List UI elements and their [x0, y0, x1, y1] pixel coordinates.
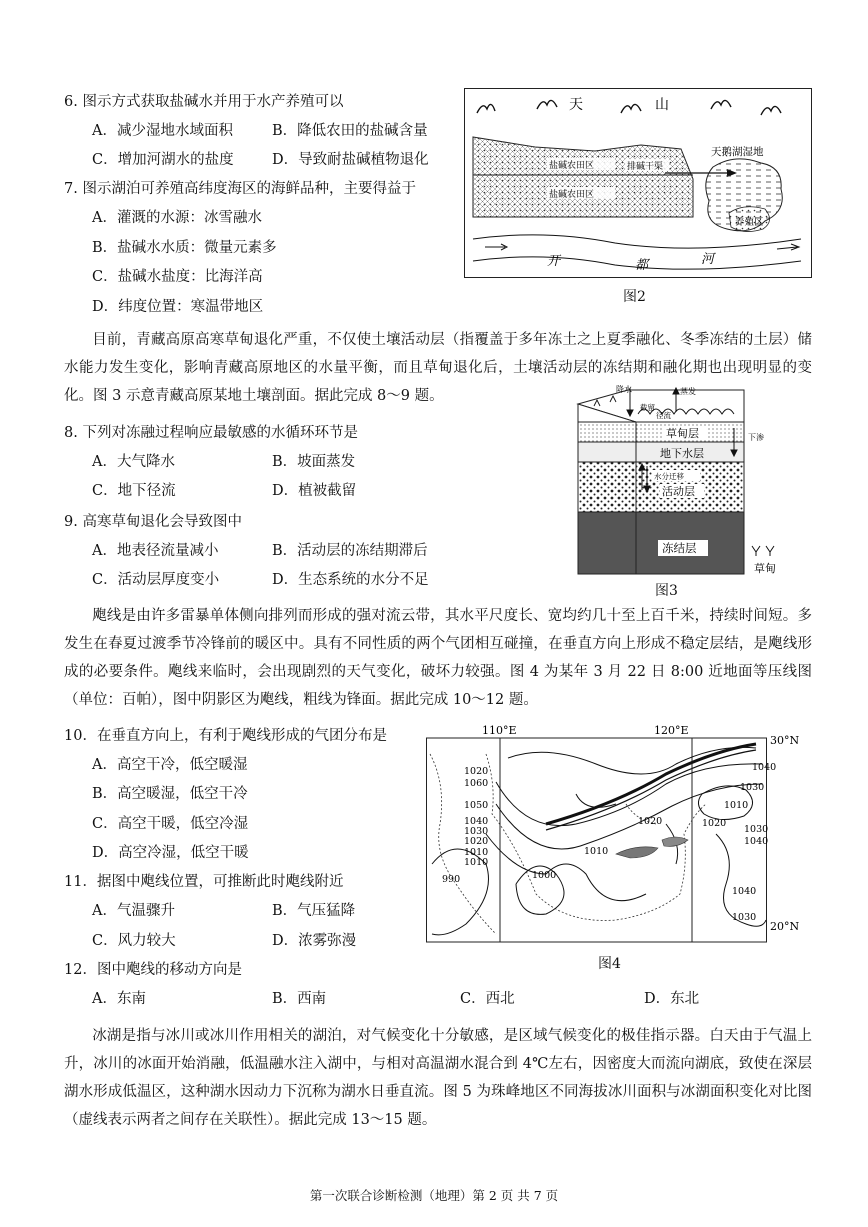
q9-option-c: C．活动层厚度变小: [92, 572, 220, 588]
q9-option-b: B．活动层的冻结期滞后: [272, 543, 428, 559]
label-shan: 山: [655, 97, 669, 113]
figure-4: [426, 724, 810, 946]
q10-option-c: C．高空干暖，低空冷湿: [92, 816, 249, 832]
label-legend-meadow: 草甸: [754, 562, 776, 575]
label-saline-2: 盐碱农田区: [549, 190, 595, 200]
q6-stem: 6. 图示方式获取盐碱水并用于水产养殖可以: [64, 94, 344, 110]
q11-option-b: B．气压猛降: [272, 903, 356, 919]
svg-text:1020: 1020: [702, 818, 727, 829]
q12-option-c: C．西北: [460, 991, 515, 1007]
q9-stem: 9. 高寒草甸退化会导致图中: [64, 514, 242, 530]
label-river-1: 开: [547, 254, 561, 269]
passage-10-12: 飑线是由许多雷暴单体侧向排列而形成的强对流云带，其水平尺度长、宽均约几十至上百千米，持续时间短。多发生在春夏过渡季节冷锋前的暖区中。具有不同性质的两个气团相互碰撞，在垂直方向上形成不稳定层结，是飑线形成的必要条件。飑线来临时，会出现剧烈的天气变化，破坏力较强。图 4 为某年 3 月 22 日 8:00 近地面等压线图（单位：百帕），图中阴影区为飑线，粗线为锋面。据此完成 10～12 题。: [64, 608, 812, 708]
svg-text:1040: 1040: [744, 836, 769, 847]
label-groundwater-layer: 地下水层: [660, 447, 704, 460]
q7-option-a: A．灌溉的水源：冰雪融水: [92, 210, 262, 226]
q8-option-b: B．坡面蒸发: [272, 454, 356, 470]
q6-option-a: A．减少湿地水域面积: [92, 123, 233, 139]
label-saline-1: 盐碱农田区: [549, 161, 595, 171]
q11-stem: 11．据图中飑线位置，可推断此时飑线附近: [64, 874, 344, 890]
q12-option-d: D．东北: [644, 991, 700, 1007]
label-20n: 20°N: [770, 920, 800, 933]
passage-8-9: 目前，青藏高原高寒草甸退化严重，不仅使土壤活动层（指覆盖于多年冻土之上夏季融化、冬季冻结的土层）储水能力发生变化，影响青藏高原地区的水量平衡，而且草甸退化后，土壤活动层的冻结期和融化期也出现明显的变化。图 3 示意青藏高原某地土壤剖面。据此完成 8～9 题。: [64, 332, 812, 404]
q8-option-a: A．大气降水: [92, 454, 175, 470]
q6-option-d: D．导致耐盐碱植物退化: [272, 152, 429, 168]
figure-2: [464, 88, 812, 278]
svg-text:1010: 1010: [584, 846, 609, 857]
q7-option-d: D．纬度位置：寒温带地区: [92, 299, 264, 315]
label-tian: 天: [569, 97, 583, 113]
label-frozen-layer: 冻结层: [662, 541, 697, 555]
svg-text:990: 990: [442, 874, 461, 885]
label-wetland: 天鹅湖湿地: [711, 146, 764, 158]
q6-option-b: B．降低农田的盐碱含量: [272, 123, 428, 139]
q12-stem: 12．图中飑线的移动方向是: [64, 962, 242, 978]
svg-text:1010: 1010: [724, 800, 749, 811]
q12-option-a: A．东南: [92, 991, 146, 1007]
mountain-icons: [477, 100, 781, 115]
label-30n: 30°N: [770, 734, 800, 747]
figure-4-caption: 图4: [598, 956, 621, 972]
svg-text:1020: 1020: [638, 816, 663, 827]
q6-option-c: C．增加河湖水的盐度: [92, 152, 234, 168]
label-moisture-migration: 水分迁移: [654, 472, 684, 481]
figure-3-caption: 图3: [655, 583, 678, 599]
label-river-3: 河: [701, 252, 715, 267]
q7-option-b: B．盐碱水水质：微量元素多: [92, 240, 277, 256]
label-evap: 蒸发: [680, 387, 696, 396]
q9-option-a: A．地表径流量减小: [92, 543, 219, 559]
label-meadow-layer: 草甸层: [666, 427, 699, 440]
passage-13-15: 冰湖是指与冰川或冰川作用相关的湖泊，对气候变化十分敏感，是区域气候变化的极佳指示器。白天由于气温上升，冰川的冰面开始消融，低温融水注入湖中，与相对高温湖水混合到 4℃左右，因密度大而流向湖底，致使在深层湖水形成低温区，这种湖水因动力下沉称为湖水日垂直流。图 5 为珠峰地区不同海拔冰川面积与冰湖面积变化对比图（虚线表示两者之间存在关联性）。据此完成 13～15 题。: [64, 1028, 812, 1128]
q8-stem: 8. 下列对冻融过程响应最敏感的水循环环节是: [64, 425, 358, 441]
svg-text:1040: 1040: [752, 762, 777, 773]
label-infiltration: 下渗: [748, 433, 764, 442]
q10-stem: 10．在垂直方向上，有利于飑线形成的气团分布是: [64, 728, 387, 744]
svg-text:1060: 1060: [464, 778, 489, 789]
svg-text:1050: 1050: [464, 800, 489, 811]
q8-option-d: D．植被截留: [272, 483, 357, 499]
q11-option-c: C．风力较大: [92, 933, 176, 949]
label-120e: 120°E: [654, 724, 689, 737]
q10-option-b: B．高空暖湿，低空干冷: [92, 786, 248, 802]
label-intercept: 截留: [640, 403, 655, 412]
q7-stem: 7. 图示湖泊可养殖高纬度海区的海鲜品种，主要得益于: [64, 181, 416, 197]
q12-option-b: B．西南: [272, 991, 327, 1007]
page-footer: 第一次联合诊断检测（地理）第 2 页 共 7 页: [309, 1188, 559, 1203]
q9-option-d: D．生态系统的水分不足: [272, 572, 429, 588]
svg-text:1040: 1040: [464, 816, 489, 827]
svg-text:1030: 1030: [744, 824, 769, 835]
figure-2-caption: 图2: [623, 289, 646, 305]
svg-text:1010: 1010: [464, 857, 489, 868]
label-farm: 养殖区: [735, 217, 764, 228]
svg-text:1020: 1020: [464, 836, 489, 847]
label-river-2: 都: [635, 258, 649, 273]
q10-option-a: A．高空干冷，低空暖湿: [92, 757, 248, 773]
q8-option-c: C．地下径流: [92, 483, 176, 499]
svg-text:1040: 1040: [732, 886, 757, 897]
svg-text:1030: 1030: [464, 826, 489, 837]
label-110e: 110°E: [482, 724, 517, 737]
q7-option-c: C．盐碱水盐度：比海洋高: [92, 269, 263, 285]
svg-text:1030: 1030: [732, 912, 757, 923]
q11-option-d: D．浓雾弥漫: [272, 933, 357, 949]
q11-option-a: A．气温骤升: [92, 903, 175, 919]
label-rain: 降水: [616, 385, 632, 394]
q10-option-d: D．高空冷湿，低空干暖: [92, 845, 249, 861]
svg-text:1020: 1020: [464, 766, 489, 777]
label-runoff: 径流: [656, 411, 671, 420]
meadow-legend-icon: [752, 546, 774, 556]
svg-text:1000: 1000: [532, 870, 557, 881]
label-drain: 排碱干渠: [627, 162, 664, 172]
label-active-layer: 活动层: [662, 485, 695, 498]
figure-3: [568, 384, 808, 580]
svg-text:1030: 1030: [740, 782, 765, 793]
svg-text:1010: 1010: [464, 847, 489, 858]
